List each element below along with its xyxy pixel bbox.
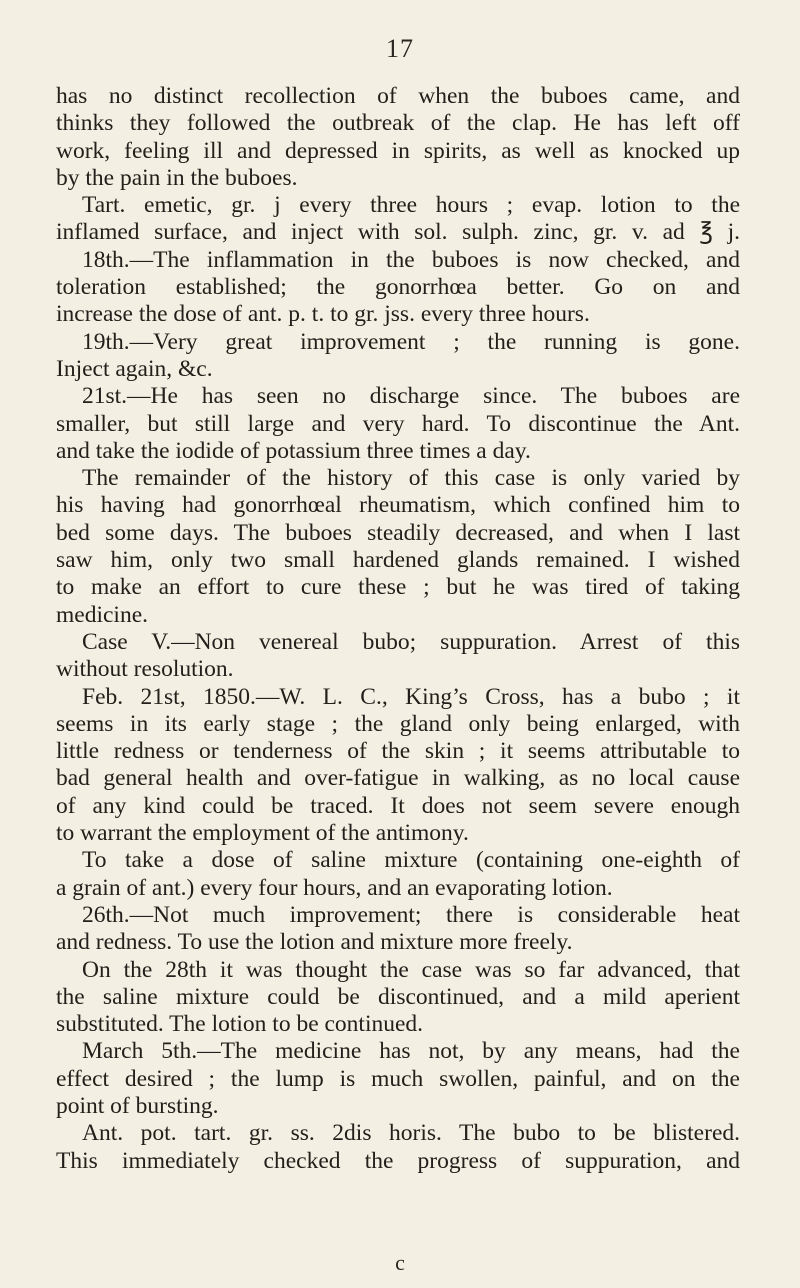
text-line: effect desired ; the lump is much swollen, painful, and on the xyxy=(56,1065,740,1092)
text-line: Ant. pot. tart. gr. ss. 2dis horis. The bubo to be blistered. xyxy=(82,1120,740,1147)
text-line: by the pain in the buboes. xyxy=(56,164,298,191)
text-line: 26th.—Not much improvement; there is considerable heat xyxy=(82,901,740,928)
text-line: has no distinct recollection of when the buboes came, and xyxy=(56,83,740,109)
text-line: March 5th.—The medicine has not, by any means, had the xyxy=(82,1038,740,1065)
text-line: of any kind could be traced. It does not seem severe enough xyxy=(56,792,740,819)
text-line: 19th.—Very great improvement ; the running is gone. xyxy=(82,328,740,355)
text-line: toleration established; the gonorrhœa better. Go on and xyxy=(56,274,740,301)
text-line: substituted. The lotion to be continued. xyxy=(56,1011,424,1038)
text-line: his having had gonorrhœal rheumatism, which confined him to xyxy=(56,492,740,519)
text-line: work, feeling ill and depressed in spirits, as well as knocked up xyxy=(56,137,740,164)
text-line: To take a dose of saline mixture (containing one-eighth of xyxy=(82,847,740,874)
text-line: seems in its early stage ; the gland only being enlarged, with xyxy=(56,710,740,737)
page-number: 17 xyxy=(386,34,414,63)
text-line: saw him, only two small hardened glands remained. I wished xyxy=(56,547,740,574)
text-line: to make an effort to cure these ; but he was tired of taking xyxy=(56,574,740,601)
text-line: Tart. emetic, gr. j every three hours ; evap. lotion to the xyxy=(82,192,740,219)
text-line: Case V.—Non venereal bubo; suppuration. Arrest of this xyxy=(82,628,740,655)
text-line: and take the iodide of potassium three times a day. xyxy=(56,437,531,464)
text-line: to warrant the employment of the antimony. xyxy=(56,820,469,847)
text-line: On the 28th it was thought the case was so far advanced, that xyxy=(82,956,740,983)
text-line: Feb. 21st, 1850.—W. L. C., King’s Cross, has a bubo ; it xyxy=(82,683,740,710)
text-line: 21st.—He has seen no discharge since. The buboes are xyxy=(82,383,740,410)
text-line: the saline mixture could be discontinued, and a mild aperient xyxy=(56,983,740,1010)
text-line: inflamed surface, and inject with sol. sulph. zinc, gr. v. ad ℥ j. xyxy=(56,219,740,246)
text-line: little redness or tenderness of the skin ; it seems attributable to xyxy=(56,738,740,765)
text-line: The remainder of the history of this case is only varied by xyxy=(82,465,740,492)
body-text xyxy=(56,83,740,1175)
text-line: and redness. To use the lotion and mixture more freely. xyxy=(56,929,573,956)
text-line: increase the dose of ant. p. t. to gr. jss. every three hours. xyxy=(56,301,590,328)
signature-mark: c xyxy=(395,1250,405,1275)
text-line: without resolution. xyxy=(56,656,234,683)
text-line: bad general health and over-fatigue in walking, as no local cause xyxy=(56,765,740,792)
text-line: thinks they followed the outbreak of the clap. He has left off xyxy=(56,110,740,137)
text-line: 18th.—The inflammation in the buboes is now checked, and xyxy=(82,246,740,273)
text-line: Inject again, &c. xyxy=(56,355,213,382)
text-line: medicine. xyxy=(56,601,149,628)
text-line: bed some days. The buboes steadily decreased, and when I last xyxy=(56,519,740,546)
text-line: point of bursting. xyxy=(56,1092,219,1119)
text-line: This immediately checked the progress of suppuration, and xyxy=(56,1147,740,1174)
text-line: smaller, but still large and very hard. To discontinue the Ant. xyxy=(56,410,740,437)
text-line: a grain of ant.) every four hours, and an evaporating lotion. xyxy=(56,874,613,901)
